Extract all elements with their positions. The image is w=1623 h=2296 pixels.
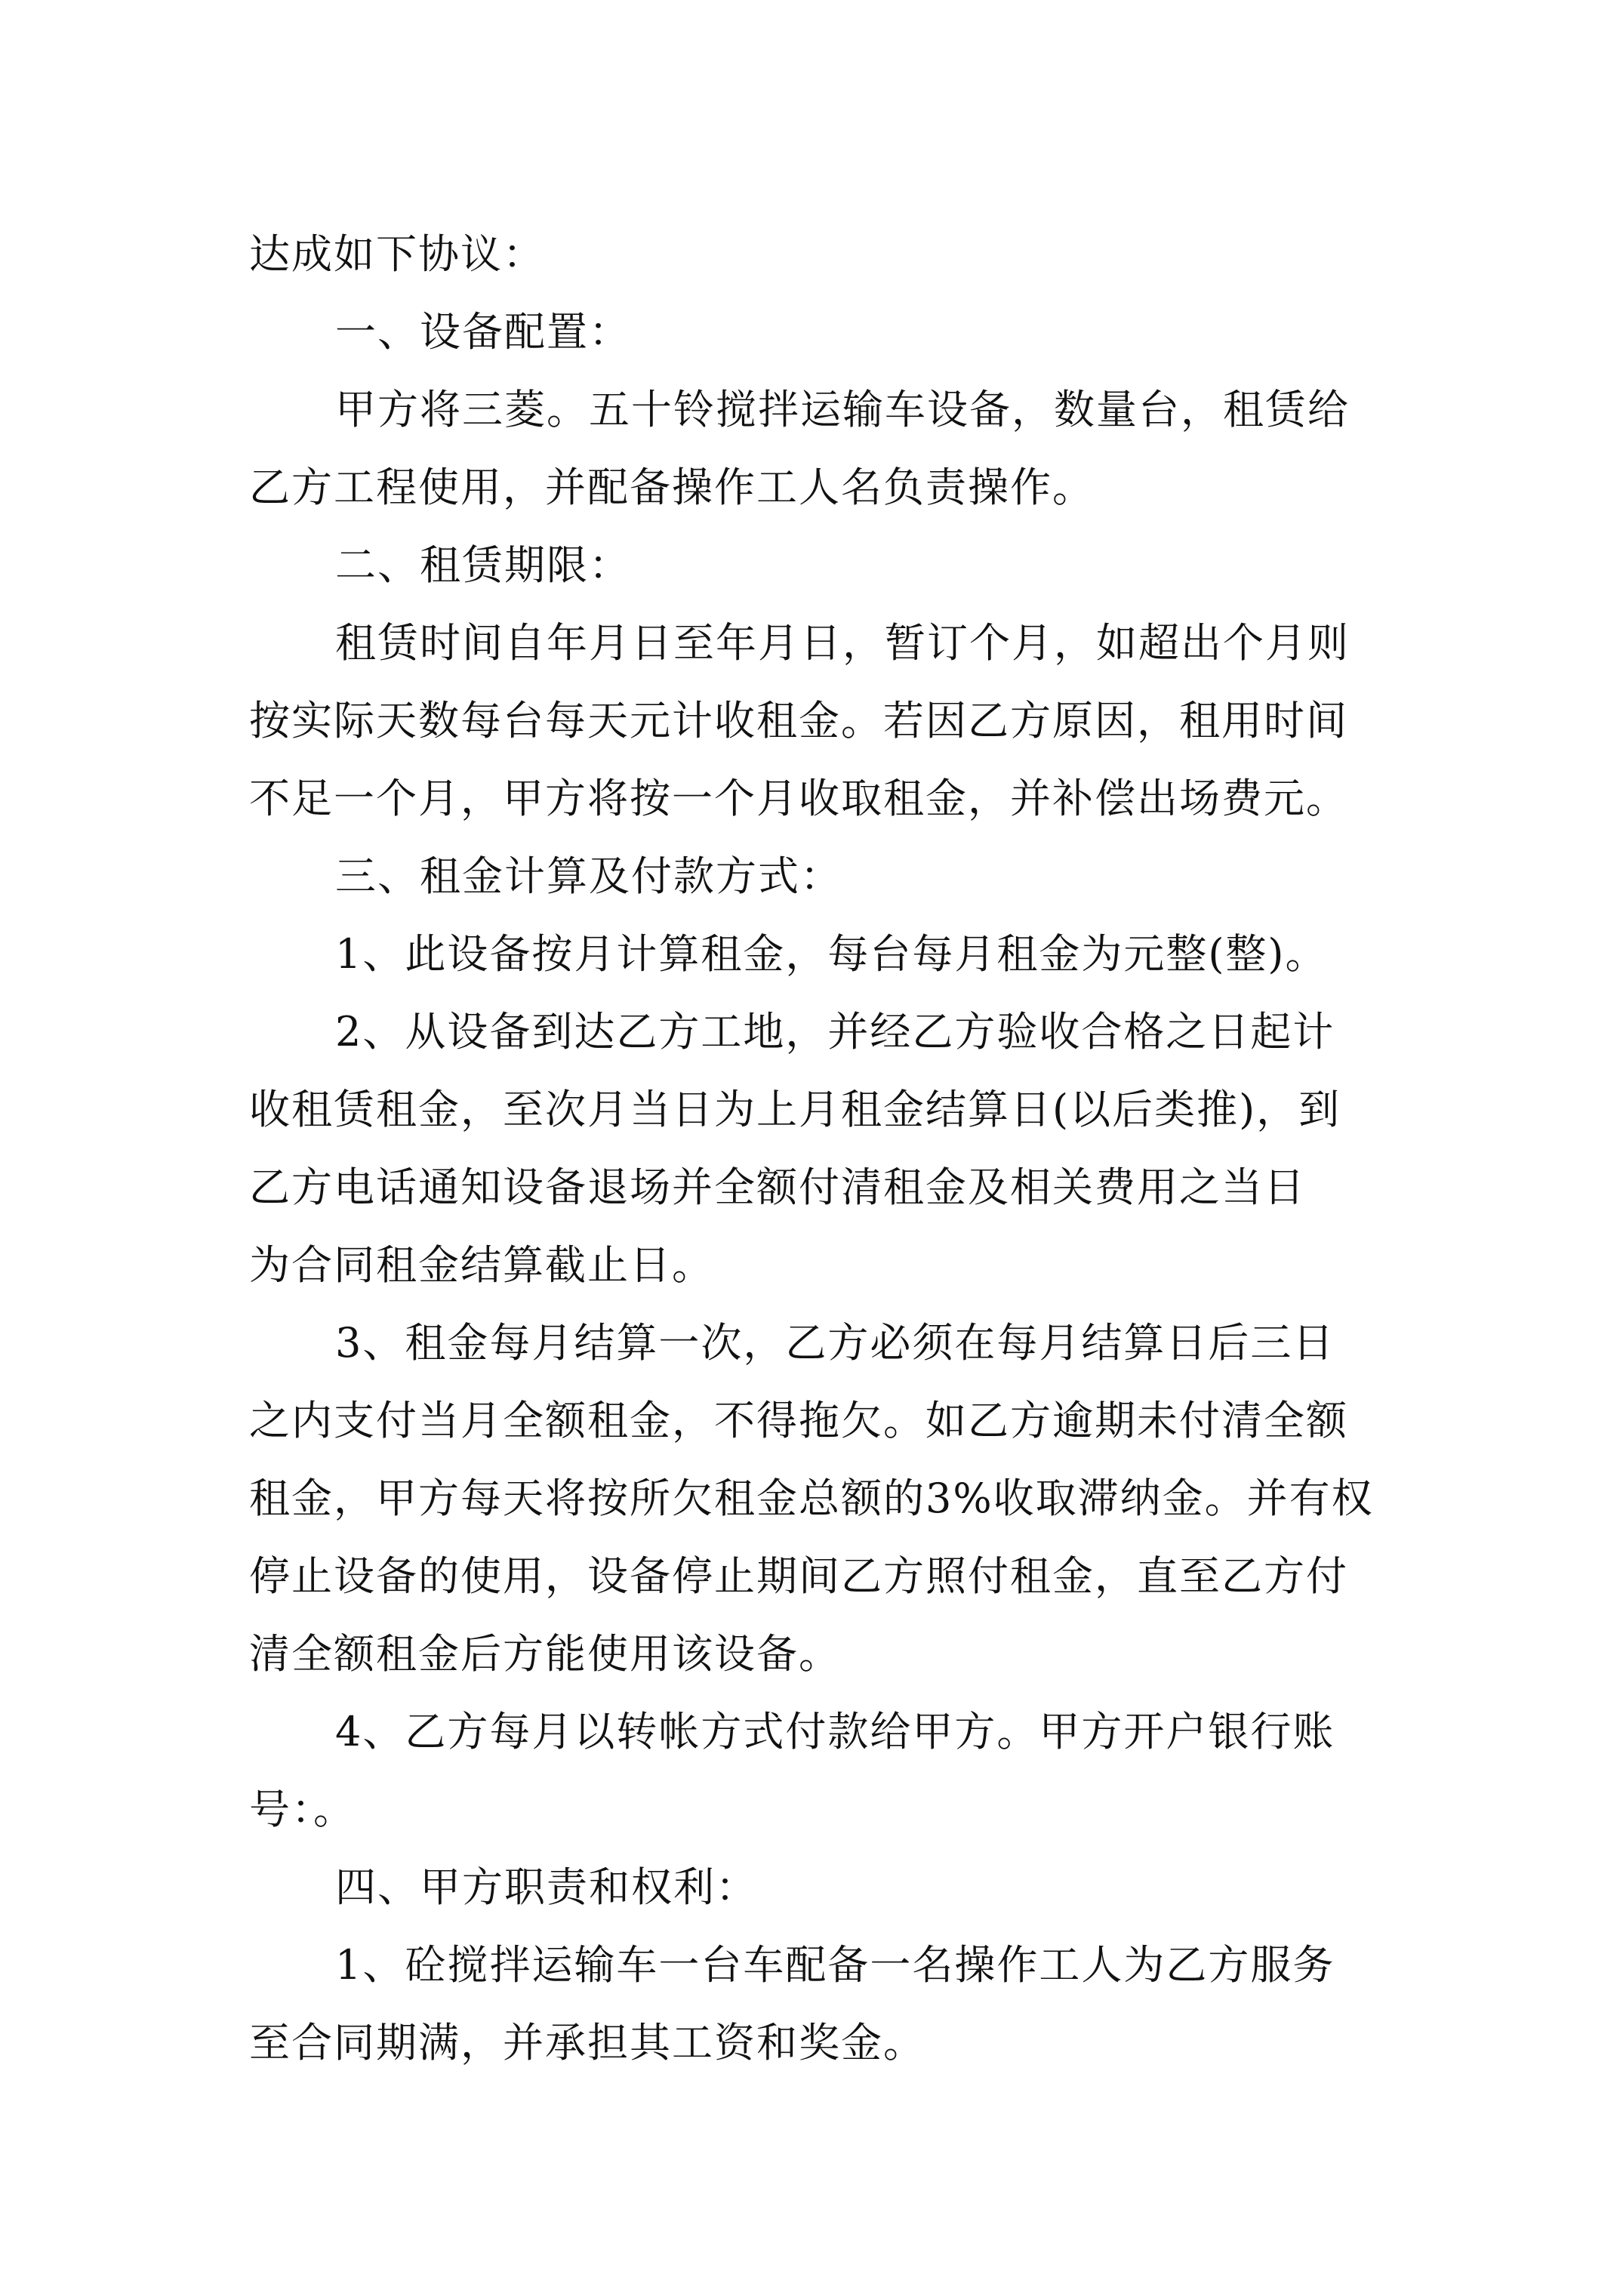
- text-line: 之内支付当月全额租金，不得拖欠。如乙方逾期未付清全额: [249, 1397, 1348, 1444]
- text-line: 乙方电话通知设备退场并全额付清租金及相关费用之当日: [249, 1163, 1306, 1211]
- text-line: 停止设备的使用，设备停止期间乙方照付租金，直至乙方付: [249, 1552, 1348, 1600]
- text-line: 三、租金计算及付款方式：: [335, 852, 842, 900]
- text-line: 清全额租金后方能使用该设备。: [249, 1630, 841, 1678]
- text-line: 2、从设备到达乙方工地，并经乙方验收合格之日起计: [335, 1008, 1335, 1056]
- text-line: 号：。: [249, 1786, 356, 1833]
- text-line: 1、此设备按月计算租金，每台每月租金为元整(整)。: [335, 930, 1328, 978]
- text-line: 1、砼搅拌运输车一台车配备一名操作工人为乙方服务: [335, 1941, 1335, 1989]
- text-line: 为合同租金结算截止日。: [249, 1241, 714, 1289]
- text-line: 一、设备配置：: [335, 308, 631, 356]
- text-line: 收租赁租金，至次月当日为上月租金结算日(以后类推)，到: [249, 1086, 1341, 1133]
- text-line: 租金，甲方每天将按所欠租金总额的3%收取滞纳金。并有权: [249, 1475, 1374, 1522]
- text-line: 达成如下协议：: [249, 230, 545, 278]
- text-line: 不足一个月，甲方将按一个月收取租金，并补偿出场费元。: [249, 775, 1348, 822]
- text-line: 按实际天数每台每天元计收租金。若因乙方原因，租用时间: [249, 697, 1348, 744]
- text-line: 二、租赁期限：: [335, 541, 631, 589]
- text-line: 甲方将三菱。五十铃搅拌运输车设备，数量台，租赁给: [335, 386, 1350, 433]
- text-line: 至合同期满，并承担其工资和奖金。: [249, 2019, 925, 2066]
- text-line: 乙方工程使用，并配备操作工人名负责操作。: [249, 464, 1095, 511]
- text-line: 3、租金每月结算一次，乙方必须在每月结算日后三日: [335, 1319, 1335, 1367]
- text-line: 四、甲方职责和权利：: [335, 1863, 758, 1911]
- text-line: 4、乙方每月以转帐方式付款给甲方。甲方开户银行账: [335, 1708, 1335, 1755]
- document-body: [249, 215, 1381, 2082]
- text-line: 租赁时间自年月日至年月日，暂订个月，如超出个月则: [335, 619, 1350, 667]
